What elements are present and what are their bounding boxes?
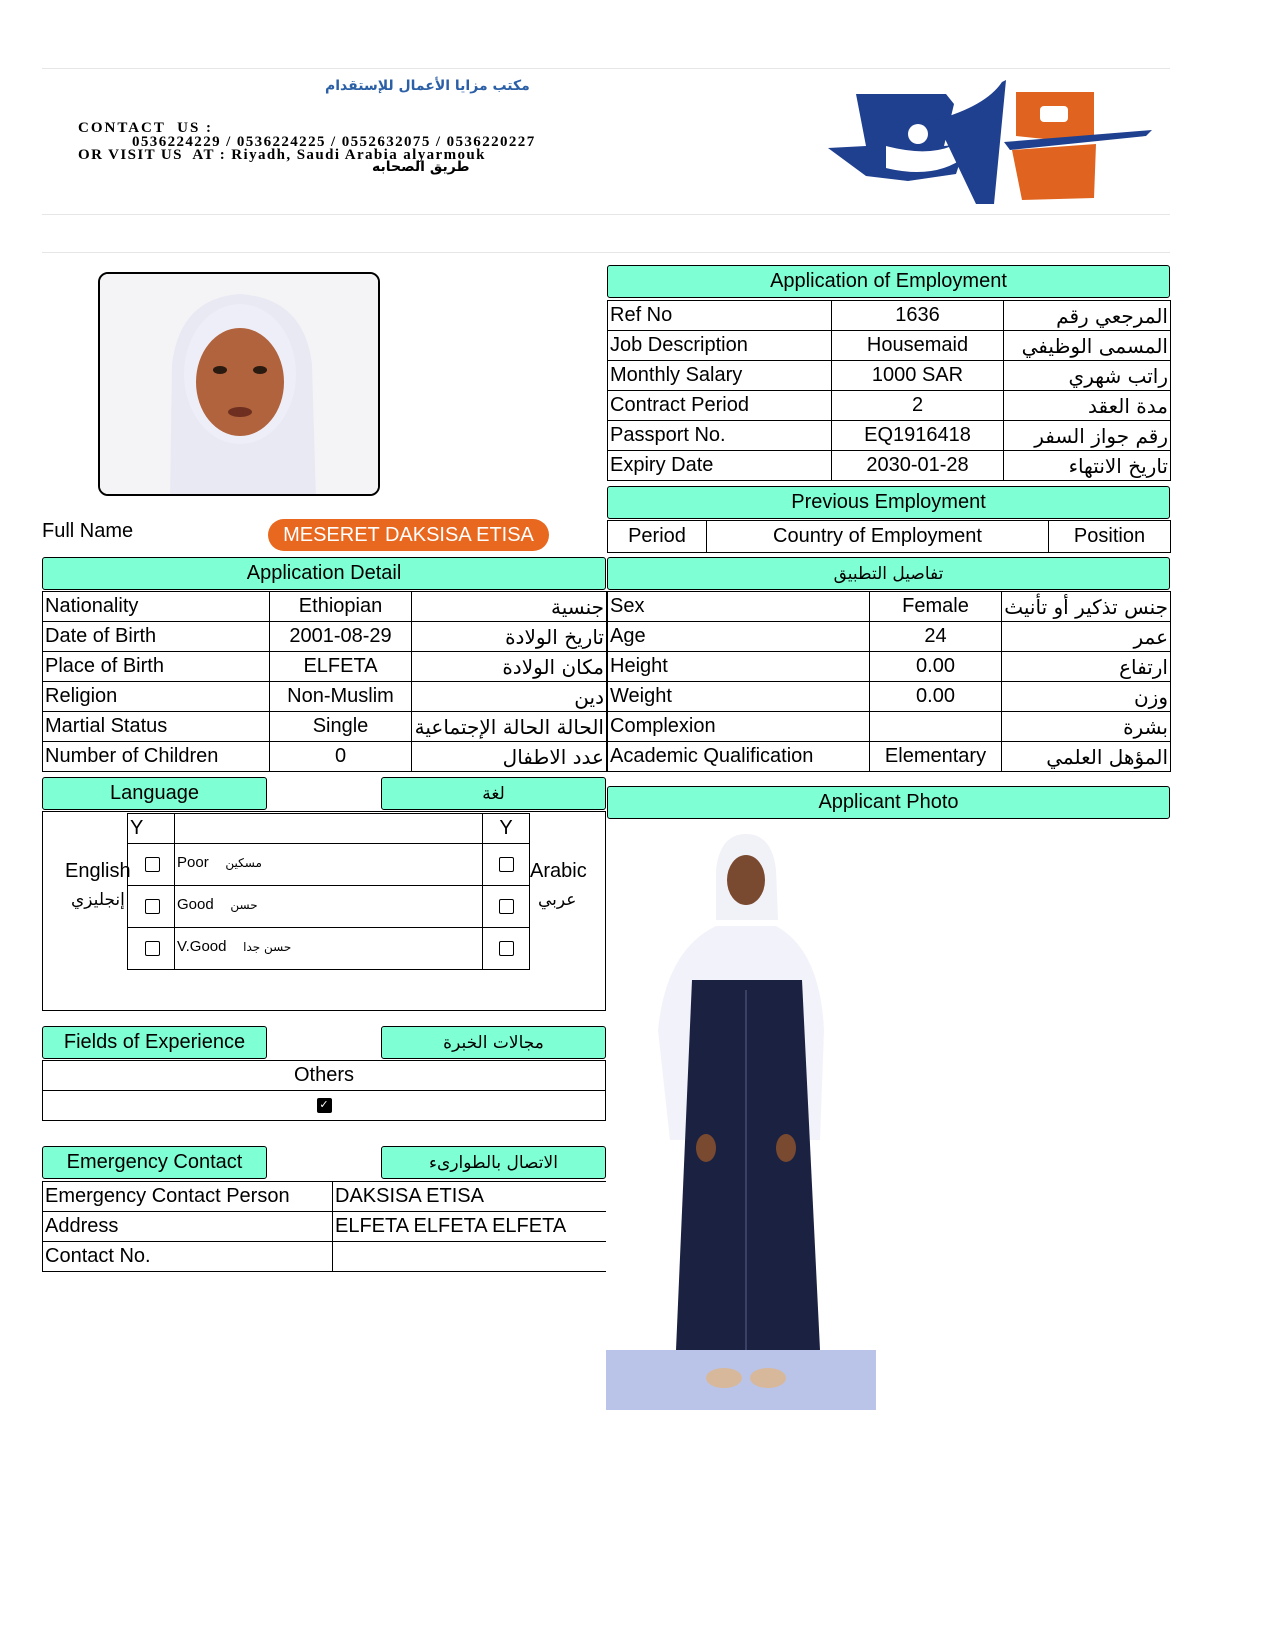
row-label: Monthly Salary [608,361,832,391]
company-logo [826,76,1156,208]
table-row [128,886,530,928]
table-row [128,844,530,886]
table-row [43,1242,607,1272]
arabic-arabic-label: عربي [538,890,577,910]
height-value: 0.00 [870,652,1002,682]
position-header: Position [1049,521,1171,553]
place-of-birth-value: ELFETA [270,652,412,682]
english-vgood-cell [128,928,175,970]
row-label: Academic Qualification [608,742,870,772]
table-row [608,652,1171,682]
application-detail-right-table [607,591,1171,772]
applicant-illustration [606,830,876,1410]
country-header: Country of Employment [707,521,1049,553]
experience-table [42,1060,606,1121]
application-table [607,300,1171,481]
row-label-ar: وزن [1002,682,1171,712]
application-detail-table [42,591,607,772]
fields-of-experience-header: Fields of Experience [42,1026,267,1059]
row-label-ar: المؤهل العلمي [1002,742,1171,772]
experience-others-checkbox[interactable]: ✓ [317,1098,332,1113]
row-label: Number of Children [43,742,270,772]
table-row [43,712,607,742]
ref-no-value: 1636 [832,301,1004,331]
table-row [43,1212,607,1242]
row-label: Date of Birth [43,622,270,652]
religion-value: Non-Muslim [270,682,412,712]
full-name-value: MESERET DAKSISA ETISA [268,519,549,551]
row-label-ar: راتب شهري [1004,361,1171,391]
row-label-ar: مكان الولادة [412,652,607,682]
portrait-photo [98,272,380,496]
row-label-ar: دين [412,682,607,712]
level-good-cell [175,886,483,928]
previous-employment-header: Previous Employment [607,486,1170,519]
period-header: Period [608,521,707,553]
row-label: Job Description [608,331,832,361]
table-row [608,421,1171,451]
header-bottom-rule [42,214,1170,215]
table-row [43,742,607,772]
english-poor-checkbox[interactable] [145,857,160,872]
applicant-full-photo [606,830,876,1410]
row-label: Complexion [608,712,870,742]
sex-value: Female [870,592,1002,622]
weight-value: 0.00 [870,682,1002,712]
english-arabic-label: إنجليزي [71,890,125,910]
application-detail-arabic-header: تفاصيل التطبيق [607,557,1170,590]
monthly-salary-value: 1000 SAR [832,361,1004,391]
row-label: Place of Birth [43,652,270,682]
table-row [43,682,607,712]
level-poor-cell [175,844,483,886]
emergency-contact-header: Emergency Contact [42,1146,267,1179]
contract-period-value: 2 [832,391,1004,421]
row-label: Weight [608,682,870,712]
emergency-contact-arabic-header: الاتصال بالطوارىء [381,1146,606,1179]
row-label-ar: مدة العقد [1004,391,1171,421]
applicant-photo-header: Applicant Photo [607,786,1170,819]
level-label-ar: حسن [230,898,258,912]
contact-no-value [333,1242,607,1272]
table-row [43,1061,606,1091]
table-row [43,1091,606,1121]
arabic-vgood-cell [483,928,530,970]
row-label-ar: رقم جواز السفر [1004,421,1171,451]
row-label-ar: عدد الاطفال [412,742,607,772]
row-label: Passport No. [608,421,832,451]
english-vgood-checkbox[interactable] [145,941,160,956]
row-label: Age [608,622,870,652]
address-value: ELFETA ELFETA ELFETA [333,1212,607,1242]
language-arabic-header: لغة [381,777,606,810]
table-row [43,1182,607,1212]
table-row [43,592,607,622]
nationality-value: Ethiopian [270,592,412,622]
arabic-good-checkbox[interactable] [499,899,514,914]
previous-employment-table [607,520,1171,553]
children-value: 0 [270,742,412,772]
language-header: Language [42,777,267,810]
level-label-ar: حسن جدا [243,940,292,954]
table-header-row [128,814,530,844]
table-row [608,451,1171,481]
table-row [608,301,1171,331]
row-label-ar: الحالة الحالة الإجتماعية [412,712,607,742]
row-label-ar: جنس تذكير أو تأنيث [1002,592,1171,622]
row-label: Ref No [608,301,832,331]
arabic-vgood-checkbox[interactable] [499,941,514,956]
marital-status-value: Single [270,712,412,742]
table-row [608,622,1171,652]
expiry-date-value: 2030-01-28 [832,451,1004,481]
level-label: Poor [177,854,209,871]
emergency-table [42,1181,607,1272]
complexion-value [870,712,1002,742]
level-label: Good [177,896,214,913]
table-header-row [608,521,1171,553]
contact-arabic: طريق الصحابه [372,159,470,175]
office-arabic-name: مكتب مزايا الأعمال للإستقدام [325,78,530,94]
portrait-illustration [100,274,380,496]
header-top-rule [42,68,1170,69]
table-row [608,331,1171,361]
table-row [128,928,530,970]
academic-qualification-value: Elementary [870,742,1002,772]
english-good-checkbox[interactable] [145,899,160,914]
row-label-ar: عمر [1002,622,1171,652]
table-row [608,391,1171,421]
language-table [127,813,530,970]
row-label-ar: المسمى الوظيفي [1004,331,1171,361]
row-label: Emergency Contact Person [43,1182,333,1212]
table-row [608,682,1171,712]
fields-of-experience-arabic-header: مجالات الخبرة [381,1026,606,1059]
arabic-poor-checkbox[interactable] [499,857,514,872]
table-row [608,361,1171,391]
row-label: Height [608,652,870,682]
date-of-birth-value: 2001-08-29 [270,622,412,652]
level-label: V.Good [177,938,227,955]
application-detail-header: Application Detail [42,557,606,590]
level-label-ar: مسكين [225,856,262,870]
level-vgood-cell [175,928,483,970]
row-label-ar: جنسية [412,592,607,622]
row-label: Contact No. [43,1242,333,1272]
row-label-ar: بشرة [1002,712,1171,742]
application-of-employment-header: Application of Employment [607,265,1170,298]
passport-no-value: EQ1916418 [832,421,1004,451]
row-label-ar: تاريخ الولادة [412,622,607,652]
table-row [43,652,607,682]
row-label: Martial Status [43,712,270,742]
table-row [608,592,1171,622]
full-name-label: Full Name [42,520,134,542]
arabic-poor-cell [483,844,530,886]
row-label-ar: تاريخ الانتهاء [1004,451,1171,481]
english-poor-cell [128,844,175,886]
row-label: Contract Period [608,391,832,421]
job-description-value: Housemaid [832,331,1004,361]
arabic-y-header: Y [483,814,530,844]
contact-phones: 0536224229 / 0536224225 / 0552632075 / 0536220227 [132,134,536,150]
row-label: Sex [608,592,870,622]
row-label: Religion [43,682,270,712]
english-good-cell [128,886,175,928]
table-row [608,712,1171,742]
english-y-header: Y [128,814,175,844]
arabic-label: Arabic [530,860,587,882]
arabic-good-cell [483,886,530,928]
contact-line-1: CONTACT US : [78,120,214,136]
row-label: Expiry Date [608,451,832,481]
level-header [175,814,483,844]
contact-address: OR VISIT US AT : Riyadh, Saudi Arabia alyarmouk [78,147,486,163]
row-label: Address [43,1212,333,1242]
english-label: English [65,860,131,882]
section-rule [42,252,1170,253]
age-value: 24 [870,622,1002,652]
row-label-ar: المرجعي رقم [1004,301,1171,331]
row-label-ar: ارتفاع [1002,652,1171,682]
table-row [608,742,1171,772]
emergency-person-value: DAKSISA ETISA [333,1182,607,1212]
experience-field: Others [43,1061,606,1091]
experience-check-cell [43,1091,606,1121]
table-row [43,622,607,652]
row-label: Nationality [43,592,270,622]
